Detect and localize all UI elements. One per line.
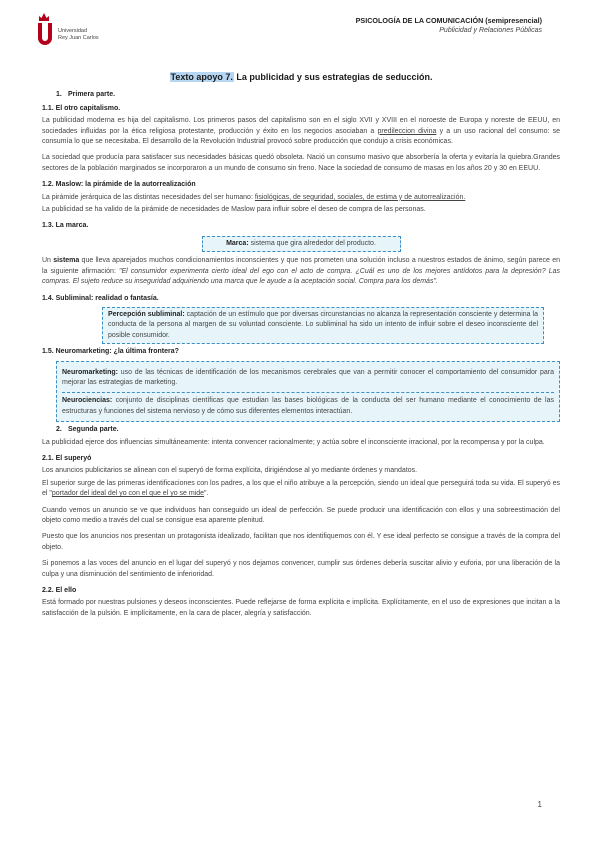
section-2-1-paragraph-1: Los anuncios publicitarios se alinean con el superyó de forma explícita, dirigiéndose al yo mediante órdenes y mandatos. <box>42 467 418 475</box>
document-body <box>42 70 560 619</box>
section-1-3-heading: 1.3. La marca. <box>42 222 89 230</box>
neurociencias-definition: Neurociencias: conjunto de disciplinas científicas que estudian las bases biológicas de la conducta del ser humano mediante el conocimiento de las estructuras y funciones del sistema nervioso y de cómo sus diferentes elementos interactúan. <box>62 392 554 419</box>
section-2-1-heading: 2.1. El superyó <box>42 454 92 462</box>
logo-text-line1: Universidad <box>58 28 88 34</box>
subject-title: Publicidad y Relaciones Públicas <box>439 27 542 34</box>
section-1-4-heading: 1.4. Subliminal: realidad o fantasía. <box>42 294 159 302</box>
section-2-1-paragraph-2: El superior surge de las primeras identificaciones con los padres, a los que el niño atribuye a la percepción, siendo un ideal que perseguirá toda su vida. El superyó es el "portador del ideal del yo con el que el yo se mide". <box>42 479 560 498</box>
page-number: 1 <box>537 800 542 809</box>
neuro-definitions-box <box>56 361 560 423</box>
section-1-2-paragraph-2: La publicidad se ha valido de la pirámide de necesidades de Maslow para influir sobre el deseo de compra de las personas. <box>42 206 426 214</box>
title-prefix: Texto apoyo 7. <box>170 72 233 82</box>
part1-heading: 1. Primera parte. <box>56 91 116 99</box>
section-2-1-paragraph-5: Si ponemos a las voces del anuncio en el lugar del superyó y nos dejamos convencer, cumplir sus órdenes debería suscitar alivio y euforia, por una liberación de la culpa y una disminución del sentimiento de inferioridad. <box>42 560 560 578</box>
logo-u-mark <box>38 23 52 45</box>
page-title <box>42 72 560 82</box>
header-info <box>356 16 542 34</box>
section-1-3-paragraph: Un sistema que lleva aparejados muchos condicionamientos inconscientes y que nos prometen una solución incluso a nuestros estados de ánimo, según parece en la siguiente afirmación: "El consumidor experimenta cierto ideal del ego con el acto de compra. ¿Cuál es uno de los mejores antídotos para la depresión? Las compras. El sujeto reduce su inseguridad adquiriendo una marca que le ayude a la aceptación social. Compra para los demás". <box>42 257 560 286</box>
logo-text-line2: Rey Juan Carlos <box>58 35 99 41</box>
section-2-2-heading: 2.2. El ello <box>42 587 77 595</box>
university-logo <box>38 12 128 52</box>
section-2-1-paragraph-3: Cuando vemos un anuncio se ve que individuos han conseguido un ideal de perfección. Se puede producir una identificación con ellos y una sobreestimación del objeto como medio a través del cual se consigue esa aparente plenitud. <box>42 506 560 524</box>
title-rest: La publicidad y sus estrategias de seducción. <box>233 72 433 82</box>
section-1-5-heading: 1.5. Neuromarketing: ¿la última frontera? <box>42 348 179 356</box>
neuromarketing-definition: Neuromarketing: uso de las técnicas de identificación de los mecanismos cerebrales que van a permitir conocer el comportamiento del consumidor para mejorar las estrategias de marketing. <box>62 368 554 386</box>
section-2-2-paragraph-1: Está formado por nuestras pulsiones y deseos inconscientes. Puede reflejarse de forma explícita e implícita. Explícitamente, en el uso de expresiones que incitan a la satisfacción de la pulsión. E implícitamente, en la cara de placer, alegría y satisfacción. <box>42 599 560 617</box>
part2-intro: La publicidad ejerce dos influencias simultáneamente: intenta convencer racionalmente; y actúa sobre el inconsciente irracional, por la recompensa y por la culpa. <box>42 438 545 446</box>
section-1-2-heading: 1.2. Maslow: la pirámide de la autorrealización <box>42 181 196 189</box>
marca-definition-box: Marca: sistema que gira alrededor del producto. <box>202 236 401 252</box>
section-1-1-heading: 1.1. El otro capitalismo. <box>42 104 121 112</box>
section-1-1-paragraph-2: La sociedad que producía para satisfacer sus necesidades básicas quedó obsoleta. Nació un consumo masivo que absorbería la oferta y evitaría la quiebra.Grandes sectores de la población marginados se incorporaron a un mundo de consumo sin freno. Nace la sociedad de consumo de masas en los años 20 y 30 en EEUU. <box>42 154 560 172</box>
subliminal-definition-box: Percepción subliminal: captación de un estímulo que por diversas circunstancias no alcanza la representación consciente y determina la conducta de la persona al margen de su voluntad consciente. Lo subliminal ha sido un intento de influir sobre el deseo inconsciente del posible consumidor. <box>102 307 544 344</box>
section-1-2-paragraph-1: La pirámide jerárquica de las distintas necesidades del ser humano: fisiológicas, de seguridad, sociales, de estima y de autorrealización. <box>42 193 466 201</box>
section-1-1-paragraph-1: La publicidad moderna es hija del capitalismo. Los primeros pasos del capitalismo son en el siglo XVII y XVIII en el noroeste de Europa y noreste de EEUU, en sociedades influidas por la ética religiosa protestante, producción y éxito en los negocios asociaban a predileccion divina y a un uso racional del consumo: se consumía lo que se necesitaba. El desarrollo de la Revolución Industrial provocó sobre producción que condujo a crisis económicas. <box>42 117 561 146</box>
part2-heading: 2. Segunda parte. <box>56 426 119 434</box>
section-2-1-paragraph-4: Puesto que los anuncios nos presentan un protagonista idealizado, facilitan que nos identifiquemos con él. Y ese ideal perfecto se consigue a través de la compra del objeto. <box>42 533 560 551</box>
crown-icon <box>38 12 50 22</box>
course-title: PSICOLOGÍA DE LA COMUNICACIÓN (semipresencial) <box>355 16 542 25</box>
